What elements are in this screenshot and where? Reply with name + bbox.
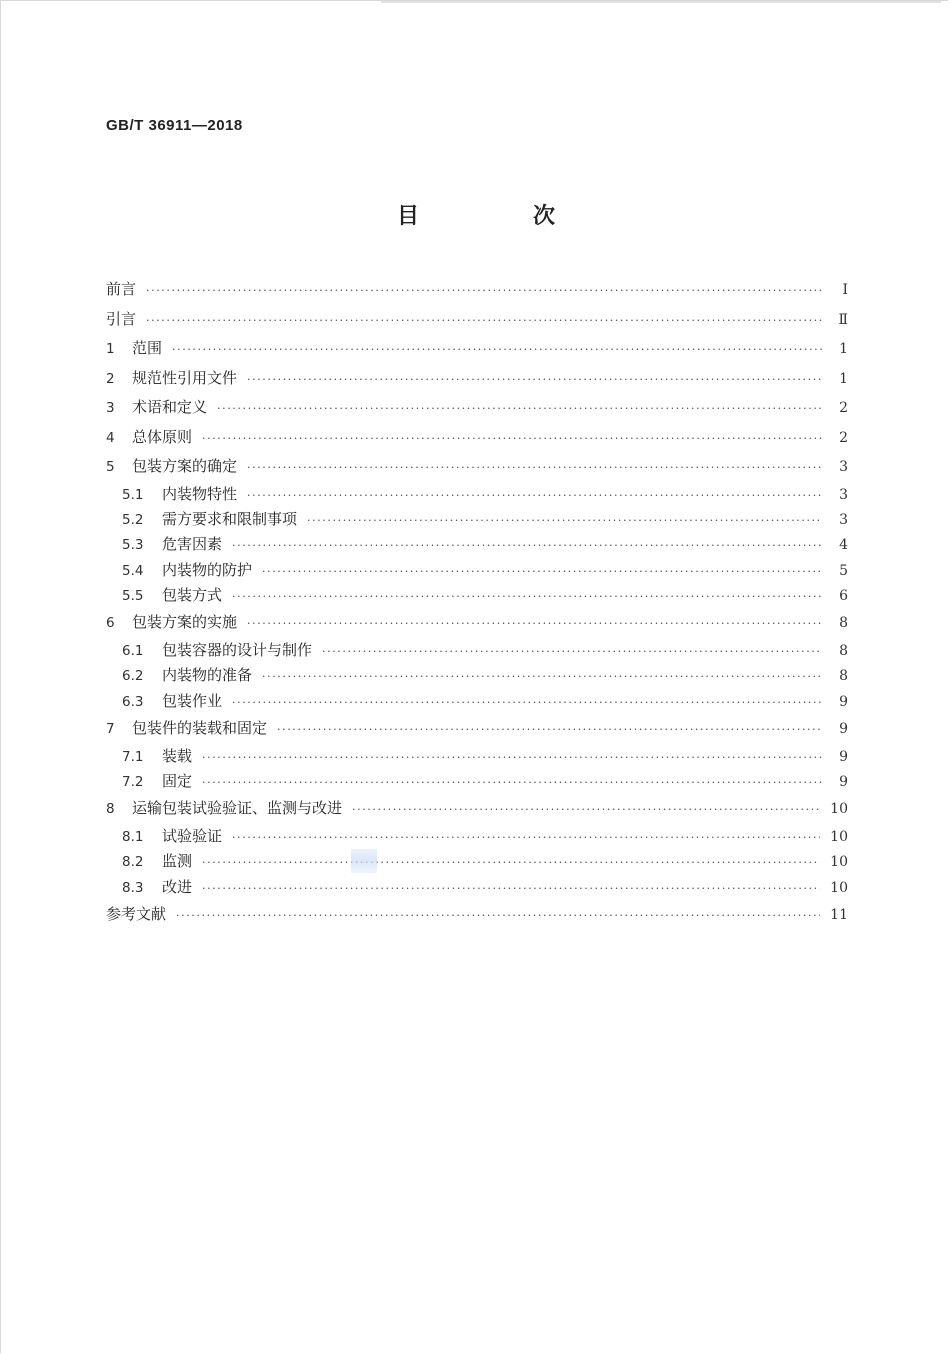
toc-entry-page: 3 <box>839 459 848 475</box>
toc-entry-number: 8.1 <box>122 828 144 845</box>
toc-leader-dots <box>232 533 822 558</box>
toc-entry[interactable] <box>106 714 848 744</box>
toc-leader-dots <box>247 365 822 395</box>
toc-entry-number: 5 <box>106 459 115 475</box>
toc-entry-number: 7.1 <box>122 748 144 765</box>
toc-entry-number: 5.4 <box>122 562 144 579</box>
toc-leader-dots <box>202 850 820 875</box>
toc-leader-dots <box>176 901 820 931</box>
toc-entry-number: 4 <box>106 429 115 446</box>
toc-entry-page: 2 <box>839 400 848 416</box>
toc-entry-page: 10 <box>830 879 848 896</box>
toc-entry-page: 1 <box>839 341 848 357</box>
toc-entry-page: 10 <box>830 854 848 871</box>
toc-entry-page: 11 <box>830 907 848 924</box>
toc-entry[interactable] <box>106 452 848 482</box>
toc-entry[interactable] <box>106 482 848 507</box>
toc-leader-dots <box>277 715 822 745</box>
toc-leader-dots <box>172 335 822 365</box>
toc-leader-dots <box>202 745 822 770</box>
toc-leader-dots <box>262 559 822 584</box>
toc-entry-page: 2 <box>839 429 848 446</box>
toc-leader-dots <box>247 483 822 508</box>
toc-entry-page: 6 <box>839 588 848 605</box>
toc-entry[interactable] <box>106 334 848 364</box>
toc-entry-number: 6.1 <box>122 642 144 659</box>
toc-entry-label: 装载 <box>162 746 193 765</box>
toc-entry-label: 参考文献 <box>106 905 167 924</box>
toc-entry[interactable] <box>106 608 848 638</box>
scan-edge <box>381 1 941 3</box>
toc-entry[interactable] <box>106 638 848 663</box>
toc-entry-number: 2 <box>106 370 115 387</box>
toc-entry-page: 8 <box>839 615 848 632</box>
toc-entry-label: 改进 <box>162 877 193 896</box>
toc-entry-label: 内装物的准备 <box>162 666 253 685</box>
toc-entry-label: 需方要求和限制事项 <box>162 509 298 528</box>
toc-entry-label: 包装方式 <box>162 586 223 605</box>
toc-entry-label: 包装容器的设计与制作 <box>162 640 313 659</box>
toc-leader-dots <box>146 306 822 336</box>
toc-entry-label: 包装作业 <box>162 691 223 710</box>
toc-entry-label: 监测 <box>162 852 193 871</box>
toc-entry[interactable] <box>106 875 848 900</box>
toc-entry-number: 5.2 <box>122 511 144 528</box>
toc-entry-number: 3 <box>106 400 115 416</box>
toc-entry[interactable] <box>106 689 848 714</box>
toc-leader-dots <box>232 825 820 850</box>
toc-leader-dots <box>232 584 822 609</box>
toc-entry-number: 8 <box>106 801 115 818</box>
toc-entry-number: 5.1 <box>122 486 144 503</box>
toc-entry[interactable] <box>106 769 848 794</box>
table-of-contents <box>106 275 848 930</box>
toc-leader-dots <box>202 770 822 795</box>
toc-leader-dots <box>307 508 822 533</box>
toc-entry[interactable] <box>106 507 848 532</box>
toc-entry-label: 引言 <box>106 309 137 328</box>
toc-entry-page: 8 <box>839 642 848 659</box>
toc-leader-dots <box>202 424 822 454</box>
toc-entry-page: 4 <box>839 537 848 554</box>
toc-leader-dots <box>247 609 822 639</box>
toc-entry-page: 8 <box>839 668 848 685</box>
toc-entry-label: 范围 <box>132 339 163 357</box>
toc-leader-dots <box>217 394 822 424</box>
toc-entry[interactable] <box>106 849 848 874</box>
toc-entry-number: 6.3 <box>122 693 144 710</box>
toc-leader-dots <box>352 795 820 825</box>
toc-entry[interactable] <box>106 583 848 608</box>
toc-entry[interactable] <box>106 824 848 849</box>
toc-entry-label: 包装方案的确定 <box>132 457 238 475</box>
page-title: 目 次 <box>396 204 601 229</box>
toc-entry-label: 总体原则 <box>132 427 193 446</box>
toc-entry-label: 内装物的防护 <box>162 560 253 579</box>
toc-entry-label: 试验验证 <box>162 826 223 845</box>
toc-leader-dots <box>247 453 822 483</box>
toc-entry-label: 危害因素 <box>162 535 223 554</box>
toc-entry[interactable] <box>106 364 848 394</box>
toc-entry[interactable] <box>106 794 848 824</box>
toc-entry-page: 3 <box>839 486 848 503</box>
toc-entry-label: 包装方案的实施 <box>132 613 238 632</box>
toc-entry[interactable] <box>106 663 848 688</box>
toc-leader-dots <box>232 690 822 715</box>
toc-entry[interactable] <box>106 532 848 557</box>
toc-entry-number: 7 <box>106 721 115 738</box>
toc-entry-label: 规范性引用文件 <box>132 368 238 387</box>
toc-entry[interactable] <box>106 305 848 335</box>
toc-entry-label: 运输包装试验验证、监测与改进 <box>132 799 343 818</box>
scan-artifact <box>351 849 377 873</box>
toc-entry-number: 5.5 <box>122 588 144 605</box>
toc-entry-label: 术语和定义 <box>132 398 208 416</box>
toc-entry-number: 7.2 <box>122 774 144 791</box>
toc-entry-label: 包装件的装载和固定 <box>132 719 268 738</box>
toc-leader-dots <box>322 639 822 664</box>
toc-entry-number: 6.2 <box>122 668 144 685</box>
toc-entry[interactable] <box>106 744 848 769</box>
standard-code: GB/T 36911—2018 <box>106 117 243 134</box>
toc-entry-page: 9 <box>839 693 848 710</box>
toc-entry[interactable] <box>106 558 848 583</box>
toc-entry-page: 10 <box>830 828 848 845</box>
toc-entry-page: 10 <box>830 801 848 818</box>
toc-entry-number: 6 <box>106 615 115 632</box>
toc-entry-label: 内装物特性 <box>162 484 238 503</box>
toc-entry-number: 1 <box>106 341 115 357</box>
toc-leader-dots <box>146 276 822 306</box>
toc-leader-dots <box>202 876 820 901</box>
toc-entry[interactable] <box>106 900 848 930</box>
toc-entry-page: 9 <box>839 748 848 765</box>
toc-entry[interactable] <box>106 275 848 305</box>
toc-entry-page: 5 <box>839 562 848 579</box>
toc-entry-number: 8.3 <box>122 879 144 896</box>
toc-entry-page: 9 <box>839 774 848 791</box>
toc-entry-number: 8.2 <box>122 854 144 871</box>
toc-entry-page: Ⅰ <box>842 282 848 298</box>
toc-entry[interactable] <box>106 393 848 423</box>
toc-entry-number: 5.3 <box>122 537 144 554</box>
toc-entry-label: 固定 <box>162 772 193 791</box>
toc-entry-page: 9 <box>839 721 848 738</box>
toc-entry-page: Ⅱ <box>838 311 848 328</box>
toc-entry-page: 3 <box>839 511 848 528</box>
toc-entry[interactable] <box>106 423 848 453</box>
toc-entry-label: 前言 <box>106 280 137 298</box>
toc-leader-dots <box>262 664 822 689</box>
toc-entry-page: 1 <box>839 370 848 387</box>
